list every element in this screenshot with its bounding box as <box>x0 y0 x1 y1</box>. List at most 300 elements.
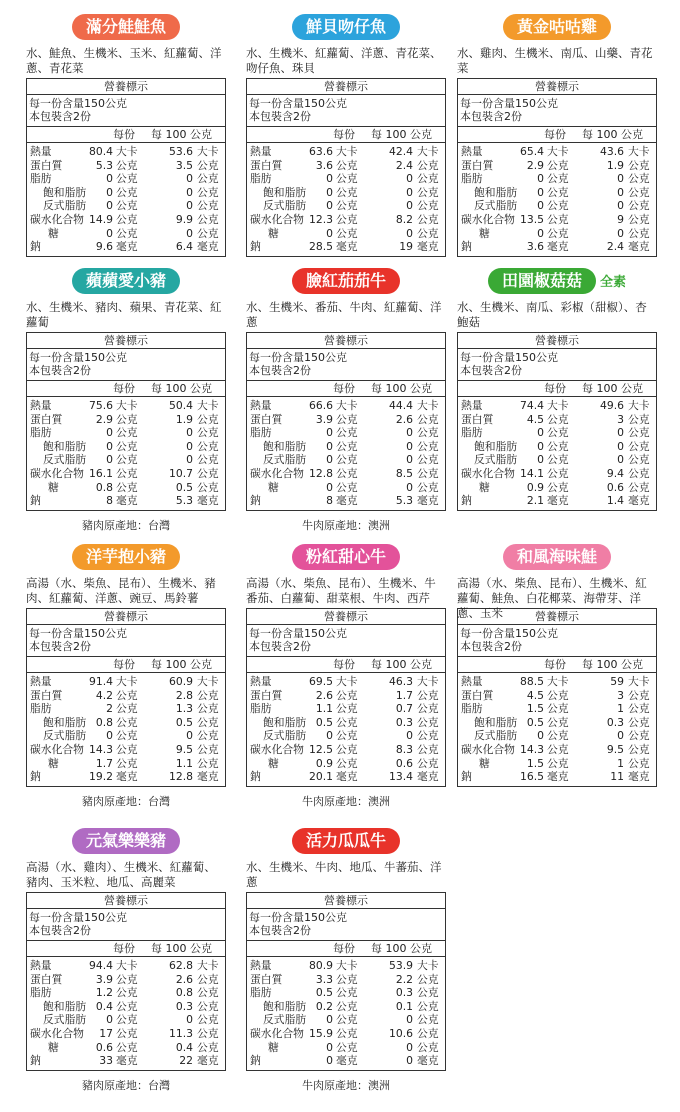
per-serving-value: 75.6 <box>88 399 113 412</box>
per-serving-value: 16.5 <box>519 770 544 784</box>
serving-info <box>458 349 656 381</box>
per-100g-unit: 公克 <box>197 1013 219 1027</box>
per-100g-unit: 公克 <box>417 688 439 702</box>
nutrient-label: 飽和脂肪 <box>263 715 307 729</box>
servings-count: 本包裝含2份 <box>29 364 91 377</box>
per-serving-unit: 公克 <box>336 412 358 426</box>
nutrition-panel <box>246 608 446 787</box>
nutrient-label: 熱量 <box>250 145 272 158</box>
per-100g-unit: 公克 <box>628 742 650 756</box>
per-100g-value: 2.8 <box>175 688 193 702</box>
per-100g-value: 1.9 <box>606 158 624 172</box>
per-serving-unit: 公克 <box>116 715 138 729</box>
per-100g-value: 59 <box>610 675 624 688</box>
column-header <box>27 381 225 397</box>
serving-size: 每一份含量150公克 <box>29 97 127 110</box>
serving-info <box>458 95 656 127</box>
nutrient-label: 蛋白質 <box>30 688 63 702</box>
nutrient-label: 碳水化合物 <box>250 742 304 756</box>
per-100g-unit: 公克 <box>417 158 439 172</box>
nutrient-label: 鈉 <box>30 1054 41 1068</box>
per-serving-unit: 大卡 <box>336 145 358 158</box>
per-serving-value: 28.5 <box>308 240 333 254</box>
per-serving-value: 4.5 <box>526 412 544 426</box>
per-100g-value: 0 <box>406 453 413 467</box>
ingredients-text: 水、生機米、紅蘿蔔、洋蔥、青花菜、吻仔魚、珠貝 <box>246 46 442 75</box>
per-serving-unit: 公克 <box>116 158 138 172</box>
nutrition-rows <box>247 957 445 1070</box>
per-serving-value: 91.4 <box>88 675 113 688</box>
nutrient-label: 蛋白質 <box>250 688 283 702</box>
nutrition-row <box>27 467 225 481</box>
per-serving-value: 0 <box>326 185 333 199</box>
per-serving-unit: 公克 <box>547 756 569 770</box>
per-serving-value: 0 <box>106 199 113 213</box>
per-100g-unit: 大卡 <box>197 959 219 972</box>
per-serving-unit: 公克 <box>116 1040 138 1054</box>
per-100g-unit: 公克 <box>197 226 219 240</box>
nutrition-row <box>27 399 225 413</box>
per-100g-unit: 公克 <box>417 185 439 199</box>
per-serving-header: 每份 <box>113 382 135 395</box>
per-serving-unit: 大卡 <box>336 399 358 412</box>
nutrient-label: 鈉 <box>250 770 261 784</box>
per-100g-unit: 公克 <box>628 439 650 453</box>
nutrition-row <box>247 986 445 1000</box>
nutrient-label: 糖 <box>268 1040 279 1054</box>
per-100g-value: 46.3 <box>388 675 413 688</box>
per-serving-unit: 公克 <box>116 466 138 480</box>
per-100g-header: 每 100 公克 <box>371 658 432 671</box>
nutrient-label: 蛋白質 <box>250 972 283 986</box>
per-serving-unit: 公克 <box>336 453 358 467</box>
nutrition-row <box>458 481 656 495</box>
nutrition-row <box>458 757 656 771</box>
nutrition-header: 營養標示 <box>27 893 225 909</box>
serving-info <box>27 95 225 127</box>
vegan-tag: 全素 <box>600 275 627 290</box>
per-100g-value: 11 <box>610 770 624 784</box>
per-serving-unit: 公克 <box>336 480 358 494</box>
per-serving-value: 2.1 <box>526 494 544 508</box>
nutrition-row <box>458 743 656 757</box>
nutrient-label: 反式脂肪 <box>43 199 87 213</box>
per-serving-value: 0 <box>106 439 113 453</box>
per-serving-unit: 公克 <box>547 439 569 453</box>
per-serving-header: 每份 <box>333 382 355 395</box>
per-serving-unit: 公克 <box>336 1040 358 1054</box>
per-serving-unit: 公克 <box>547 412 569 426</box>
per-100g-value: 3 <box>617 688 624 702</box>
per-100g-value: 0 <box>186 199 193 213</box>
nutrient-label: 反式脂肪 <box>263 199 307 213</box>
per-100g-value: 22 <box>179 1054 193 1068</box>
per-100g-unit: 大卡 <box>197 145 219 158</box>
per-serving-unit: 公克 <box>547 172 569 186</box>
per-serving-value: 13.5 <box>519 212 544 226</box>
per-serving-value: 0.8 <box>95 715 113 729</box>
product-title-wrap <box>457 544 657 572</box>
per-100g-unit: 公克 <box>628 453 650 467</box>
per-serving-unit: 公克 <box>336 158 358 172</box>
nutrition-row <box>27 227 225 241</box>
per-serving-unit: 公克 <box>336 1026 358 1040</box>
per-100g-value: 0 <box>406 729 413 743</box>
nutrient-label: 熱量 <box>30 145 52 158</box>
nutrient-label: 熱量 <box>250 675 272 688</box>
nutrient-label: 碳水化合物 <box>250 212 304 226</box>
per-serving-unit: 毫克 <box>116 494 138 508</box>
per-serving-value: 0 <box>326 226 333 240</box>
nutrient-label: 反式脂肪 <box>474 453 518 467</box>
nutrition-row <box>458 440 656 454</box>
serving-size: 每一份含量150公克 <box>29 911 127 924</box>
per-serving-unit: 公克 <box>116 480 138 494</box>
per-serving-value: 3.3 <box>315 972 333 986</box>
per-100g-unit: 公克 <box>197 702 219 716</box>
per-serving-unit: 毫克 <box>336 494 358 508</box>
nutrient-label: 糖 <box>268 480 279 494</box>
per-100g-value: 1.9 <box>175 412 193 426</box>
per-100g-unit: 毫克 <box>628 240 650 254</box>
per-serving-unit: 公克 <box>336 199 358 213</box>
nutrient-label: 鈉 <box>250 494 261 508</box>
nutrition-row <box>247 199 445 213</box>
nutrition-row <box>27 453 225 467</box>
column-header <box>247 941 445 957</box>
nutrition-header: 營養標示 <box>247 79 445 95</box>
nutrient-label: 碳水化合物 <box>30 1026 84 1040</box>
nutrition-header: 營養標示 <box>27 609 225 625</box>
per-serving-value: 1.2 <box>95 986 113 1000</box>
per-serving-unit: 公克 <box>336 999 358 1013</box>
per-100g-header: 每 100 公克 <box>371 942 432 955</box>
per-100g-value: 0.3 <box>395 986 413 1000</box>
nutrition-rows <box>27 397 225 510</box>
per-100g-unit: 毫克 <box>417 770 439 784</box>
per-serving-unit: 公克 <box>336 756 358 770</box>
nutrition-row <box>247 467 445 481</box>
nutrient-label: 熱量 <box>461 145 483 158</box>
nutrient-label: 脂肪 <box>30 986 52 1000</box>
per-serving-unit: 公克 <box>116 1026 138 1040</box>
per-serving-unit: 公克 <box>116 742 138 756</box>
per-100g-unit: 公克 <box>628 412 650 426</box>
per-serving-unit: 公克 <box>116 756 138 770</box>
nutrition-row <box>458 770 656 784</box>
nutrition-row <box>247 213 445 227</box>
product-title: 黃金咕咕雞 <box>503 14 611 40</box>
per-100g-value: 1 <box>617 702 624 716</box>
nutrition-panel <box>457 332 657 511</box>
nutrition-row <box>27 675 225 689</box>
nutrition-row <box>27 413 225 427</box>
nutrient-label: 糖 <box>48 226 59 240</box>
per-serving-unit: 毫克 <box>547 240 569 254</box>
per-100g-value: 0 <box>186 453 193 467</box>
per-100g-value: 0 <box>617 453 624 467</box>
per-100g-unit: 毫克 <box>417 1054 439 1068</box>
nutrition-row <box>247 959 445 973</box>
per-serving-unit: 公克 <box>547 158 569 172</box>
per-serving-value: 0.8 <box>95 480 113 494</box>
per-100g-unit: 公克 <box>628 466 650 480</box>
nutrient-label: 飽和脂肪 <box>43 439 87 453</box>
per-100g-value: 9.9 <box>175 212 193 226</box>
nutrition-row <box>458 413 656 427</box>
per-100g-value: 0.6 <box>606 480 624 494</box>
nutrition-row <box>247 702 445 716</box>
per-serving-value: 1.7 <box>95 756 113 770</box>
nutrition-row <box>27 689 225 703</box>
per-serving-header: 每份 <box>544 382 566 395</box>
per-serving-unit: 公克 <box>547 742 569 756</box>
per-100g-value: 49.6 <box>599 399 624 412</box>
per-100g-value: 0.1 <box>395 999 413 1013</box>
product-title: 臉紅茄茄牛 <box>292 268 400 294</box>
per-100g-unit: 公克 <box>417 742 439 756</box>
nutrition-header: 營養標示 <box>458 333 656 349</box>
per-100g-value: 19 <box>399 240 413 254</box>
per-100g-header: 每 100 公克 <box>582 658 643 671</box>
product-title-wrap <box>246 544 446 572</box>
per-serving-value: 88.5 <box>519 675 544 688</box>
nutrient-label: 熱量 <box>250 959 272 972</box>
nutrition-row <box>27 959 225 973</box>
per-serving-value: 33 <box>99 1054 113 1068</box>
per-serving-header: 每份 <box>113 658 135 671</box>
per-100g-value: 9.4 <box>606 466 624 480</box>
per-serving-unit: 公克 <box>336 185 358 199</box>
ingredients-text: 高湯（水、柴魚、昆布）、生機米、豬肉、紅蘿蔔、洋蔥、豌豆、馬鈴薯 <box>26 576 216 605</box>
per-100g-header: 每 100 公克 <box>371 128 432 141</box>
product-card <box>457 268 657 511</box>
serving-info <box>27 625 225 657</box>
per-serving-unit: 公克 <box>336 742 358 756</box>
per-100g-unit: 公克 <box>197 999 219 1013</box>
per-serving-unit: 公克 <box>547 212 569 226</box>
nutrition-row <box>458 199 656 213</box>
per-100g-unit: 毫克 <box>628 494 650 508</box>
per-serving-unit: 公克 <box>547 226 569 240</box>
nutrition-row <box>27 186 225 200</box>
per-serving-value: 0 <box>326 453 333 467</box>
per-serving-value: 0 <box>326 1013 333 1027</box>
product-card <box>26 268 226 533</box>
nutrient-label: 鈉 <box>461 240 472 254</box>
per-serving-value: 14.1 <box>519 466 544 480</box>
nutrient-label: 糖 <box>48 480 59 494</box>
nutrient-label: 碳水化合物 <box>461 466 515 480</box>
per-100g-value: 2.6 <box>175 972 193 986</box>
nutrition-row <box>247 159 445 173</box>
per-serving-unit: 公克 <box>547 480 569 494</box>
per-100g-unit: 公克 <box>417 1026 439 1040</box>
nutrition-row <box>458 716 656 730</box>
per-100g-unit: 公克 <box>417 1040 439 1054</box>
product-title-wrap <box>26 14 226 42</box>
per-100g-unit: 公克 <box>417 412 439 426</box>
per-serving-unit: 公克 <box>116 453 138 467</box>
ingredients-text: 水、生機米、牛肉、地瓜、牛蕃茄、洋蔥 <box>246 860 442 889</box>
per-serving-header: 每份 <box>333 658 355 671</box>
nutrient-label: 飽和脂肪 <box>263 185 307 199</box>
per-serving-value: 12.8 <box>308 466 333 480</box>
per-serving-value: 0 <box>106 729 113 743</box>
per-100g-unit: 公克 <box>197 426 219 440</box>
nutrition-panel <box>26 892 226 1071</box>
per-100g-value: 0.5 <box>175 480 193 494</box>
nutrition-row <box>27 1054 225 1068</box>
nutrition-row <box>247 494 445 508</box>
per-100g-value: 2.4 <box>606 240 624 254</box>
nutrition-row <box>247 186 445 200</box>
per-100g-value: 0.6 <box>395 756 413 770</box>
per-100g-unit: 大卡 <box>417 145 439 158</box>
serving-info <box>27 349 225 381</box>
nutrition-row <box>458 145 656 159</box>
per-100g-header: 每 100 公克 <box>371 382 432 395</box>
nutrient-label: 反式脂肪 <box>474 729 518 743</box>
per-100g-unit: 大卡 <box>417 399 439 412</box>
per-100g-value: 0 <box>406 480 413 494</box>
nutrient-label: 脂肪 <box>30 702 52 716</box>
per-serving-unit: 大卡 <box>547 399 569 412</box>
product-title: 粉紅甜心牛 <box>292 544 400 570</box>
per-100g-unit: 公克 <box>417 172 439 186</box>
nutrition-header: 營養標示 <box>458 609 656 625</box>
per-100g-unit: 毫克 <box>417 240 439 254</box>
per-100g-unit: 公克 <box>417 702 439 716</box>
per-100g-unit: 公克 <box>628 172 650 186</box>
nutrition-row <box>458 213 656 227</box>
per-serving-value: 8 <box>326 494 333 508</box>
nutrition-panel <box>26 78 226 257</box>
per-serving-unit: 公克 <box>116 999 138 1013</box>
per-serving-value: 0 <box>106 185 113 199</box>
per-serving-unit: 公克 <box>116 439 138 453</box>
nutrition-row <box>27 145 225 159</box>
per-100g-unit: 公克 <box>628 756 650 770</box>
servings-count: 本包裝含2份 <box>29 110 91 123</box>
per-100g-unit: 大卡 <box>628 145 650 158</box>
per-serving-unit: 毫克 <box>547 770 569 784</box>
nutrient-label: 飽和脂肪 <box>43 999 87 1013</box>
per-100g-unit: 公克 <box>417 453 439 467</box>
per-serving-unit: 公克 <box>116 702 138 716</box>
per-serving-value: 0 <box>537 226 544 240</box>
nutrition-row <box>458 729 656 743</box>
meat-origin: 豬肉原產地：台灣 <box>82 518 170 532</box>
nutrient-label: 脂肪 <box>250 986 272 1000</box>
nutrient-label: 碳水化合物 <box>250 1026 304 1040</box>
per-100g-unit: 公克 <box>628 729 650 743</box>
per-serving-unit: 公克 <box>116 199 138 213</box>
nutrition-rows <box>247 143 445 256</box>
nutrient-label: 熱量 <box>30 675 52 688</box>
meat-origin: 牛肉原產地：澳洲 <box>302 794 390 808</box>
per-100g-value: 0 <box>406 426 413 440</box>
nutrient-label: 反式脂肪 <box>263 1013 307 1027</box>
per-100g-header: 每 100 公克 <box>582 128 643 141</box>
per-serving-value: 3.6 <box>315 158 333 172</box>
servings-count: 本包裝含2份 <box>249 110 311 123</box>
per-100g-unit: 大卡 <box>628 399 650 412</box>
per-serving-value: 0 <box>537 172 544 186</box>
column-header <box>458 127 656 143</box>
nutrient-label: 糖 <box>479 226 490 240</box>
per-100g-value: 0 <box>186 172 193 186</box>
per-100g-value: 11.3 <box>168 1026 193 1040</box>
nutrient-label: 飽和脂肪 <box>43 715 87 729</box>
nutrition-row <box>247 1054 445 1068</box>
per-100g-unit: 公克 <box>628 199 650 213</box>
per-100g-unit: 毫克 <box>197 1054 219 1068</box>
per-100g-value: 3.5 <box>175 158 193 172</box>
servings-count: 本包裝含2份 <box>249 640 311 653</box>
per-100g-value: 9.5 <box>175 742 193 756</box>
per-serving-value: 14.3 <box>88 742 113 756</box>
per-100g-unit: 公克 <box>197 1040 219 1054</box>
nutrition-row <box>27 1041 225 1055</box>
nutrition-row <box>247 770 445 784</box>
per-100g-value: 0.3 <box>175 999 193 1013</box>
nutrient-label: 脂肪 <box>461 426 483 440</box>
product-card <box>26 828 226 1093</box>
nutrition-row <box>247 716 445 730</box>
nutrient-label: 鈉 <box>461 770 472 784</box>
per-serving-unit: 毫克 <box>116 1054 138 1068</box>
serving-info <box>247 349 445 381</box>
column-header <box>458 657 656 673</box>
per-serving-value: 0.2 <box>315 999 333 1013</box>
per-100g-value: 10.6 <box>388 1026 413 1040</box>
per-serving-value: 0 <box>537 729 544 743</box>
per-serving-value: 16.1 <box>88 466 113 480</box>
per-100g-value: 0 <box>617 729 624 743</box>
nutrition-panel <box>457 78 657 257</box>
per-100g-value: 44.4 <box>388 399 413 412</box>
nutrition-header: 營養標示 <box>247 333 445 349</box>
per-serving-value: 4.5 <box>526 688 544 702</box>
nutrient-label: 飽和脂肪 <box>263 999 307 1013</box>
nutrient-label: 飽和脂肪 <box>43 185 87 199</box>
nutrient-label: 飽和脂肪 <box>474 715 518 729</box>
per-serving-unit: 公克 <box>116 986 138 1000</box>
per-100g-unit: 公克 <box>197 439 219 453</box>
per-serving-unit: 公克 <box>547 199 569 213</box>
per-100g-value: 0 <box>186 439 193 453</box>
per-serving-value: 0 <box>326 480 333 494</box>
per-100g-value: 0.8 <box>175 986 193 1000</box>
nutrition-row <box>27 172 225 186</box>
per-100g-unit: 公克 <box>417 729 439 743</box>
per-100g-value: 0 <box>406 1013 413 1027</box>
product-title: 和風海味鮭 <box>503 544 611 570</box>
nutrition-row <box>458 159 656 173</box>
per-serving-unit: 大卡 <box>116 145 138 158</box>
per-100g-unit: 公克 <box>197 986 219 1000</box>
nutrient-label: 脂肪 <box>30 172 52 186</box>
per-serving-unit: 公克 <box>116 426 138 440</box>
nutrition-rows <box>27 673 225 786</box>
product-card <box>26 544 226 809</box>
per-serving-value: 0 <box>326 172 333 186</box>
per-100g-unit: 公克 <box>197 756 219 770</box>
per-serving-unit: 大卡 <box>336 959 358 972</box>
per-100g-value: 13.4 <box>388 770 413 784</box>
per-serving-value: 63.6 <box>308 145 333 158</box>
